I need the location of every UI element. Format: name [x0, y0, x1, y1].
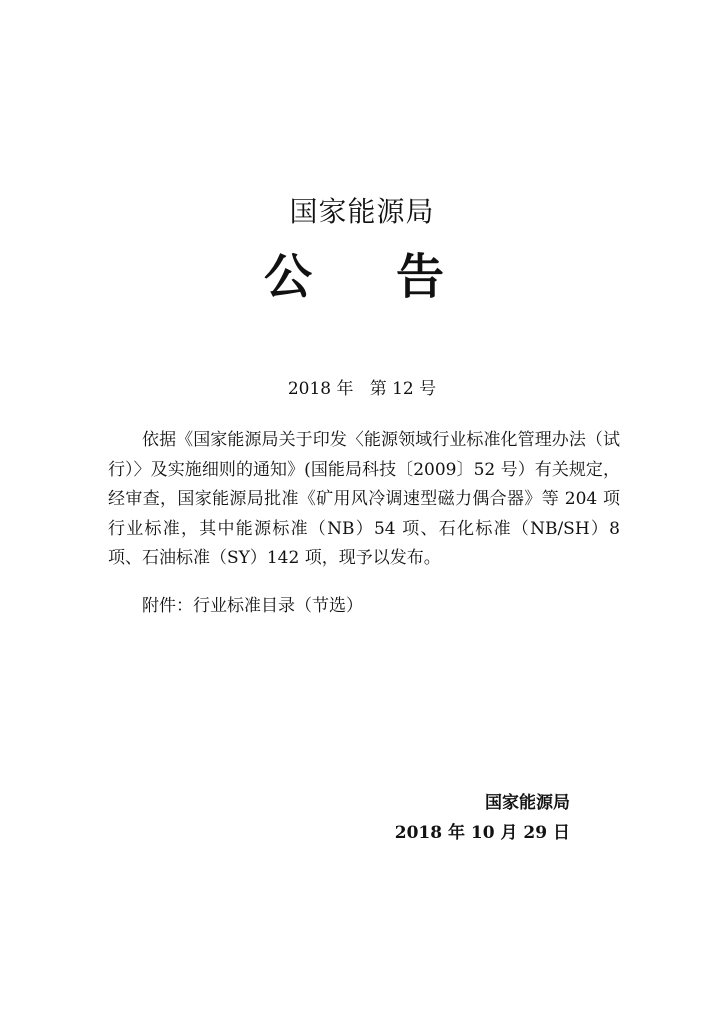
document-number: 2018 年 第 12 号	[287, 379, 437, 399]
attachment-line: 附件：行业标准目录（节选）	[142, 596, 363, 616]
notice-heading-char-1: 公	[264, 249, 313, 305]
notice-heading	[264, 249, 445, 305]
notice-heading-char-2: 告	[396, 249, 445, 305]
signature-block	[395, 788, 570, 848]
issue-date: 2018 年 10 月 29 日	[394, 823, 570, 843]
issuer-name: 国家能源局	[485, 793, 570, 813]
notice-body-paragraph: 依据《国家能源局关于印发〈能源领域行业标准化管理办法（试行）〉及实施细则的通知》(国能局科技〔2009〕52 号）有关规定，经审查，国家能源局批准《矿用风冷调速型磁力偶合器》等 204 项行业标准，其中能源标准（NB）54 项、石化标准（NB/SH）8 项、石油标准（SY）142 项，现予以发布。	[108, 430, 620, 568]
agency-title: 国家能源局	[289, 195, 435, 228]
